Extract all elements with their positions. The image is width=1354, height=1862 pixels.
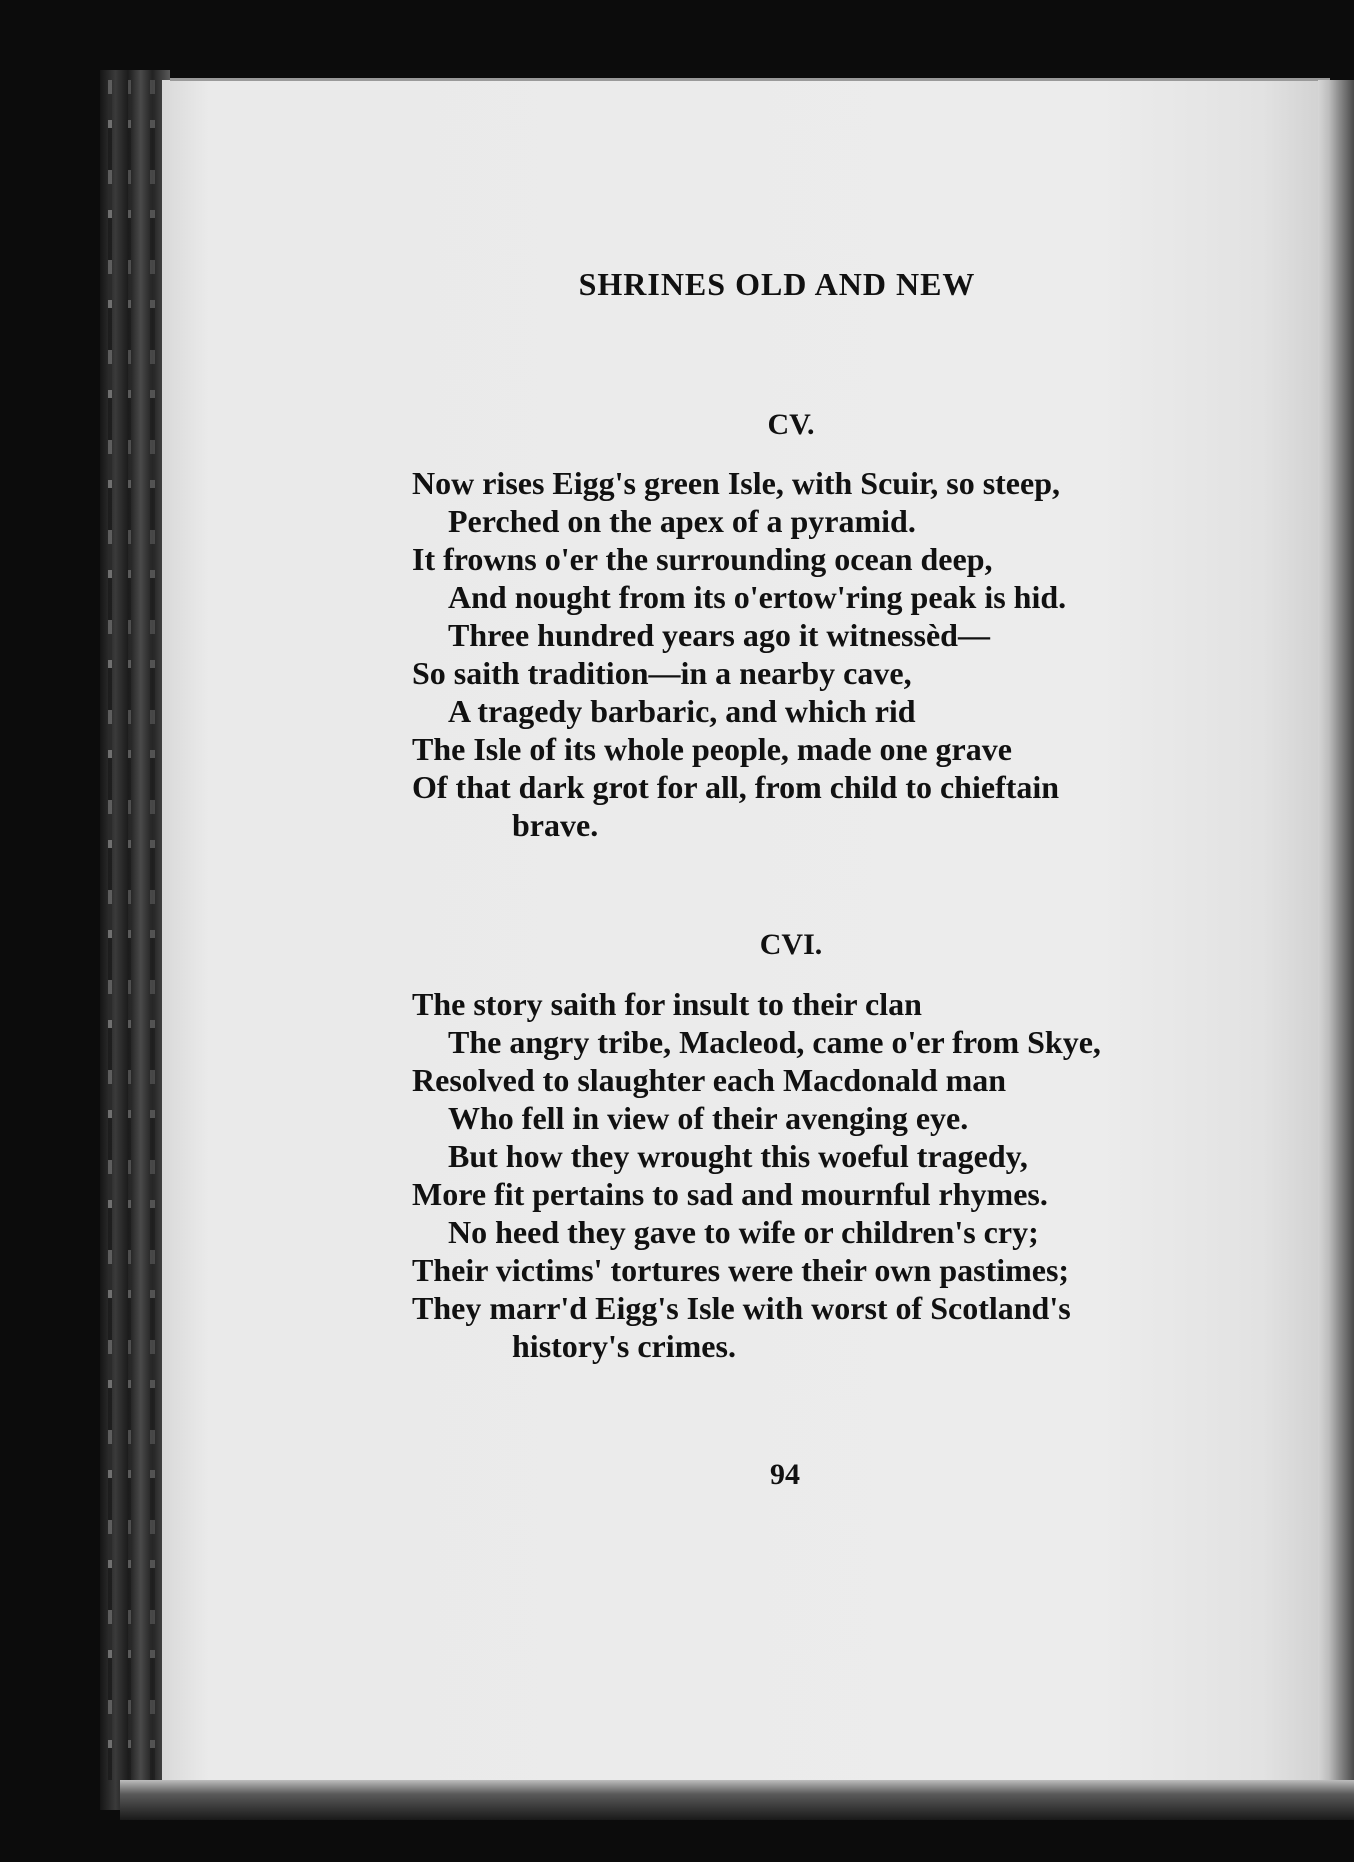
verse-line: Now rises Eigg's green Isle, with Scuir, so steep, [412,465,1060,501]
spine-texture [128,80,131,1780]
verse-line: history's crimes. [512,1328,736,1364]
verse-line: So saith tradition—in a nearby cave, [412,655,912,691]
verse-line: No heed they gave to wife or children's cry; [448,1214,1039,1250]
stanza-cvi [412,985,1101,1365]
verse-line: More fit pertains to sad and mournful rhymes. [412,1176,1048,1212]
stanza-cv [412,464,1066,844]
verse-line: They marr'd Eigg's Isle with worst of Scotland's [412,1290,1071,1326]
verse-line: Resolved to slaughter each Macdonald man [412,1062,1007,1098]
verse-line: A tragedy barbaric, and which rid [448,693,916,729]
verse-line: The Isle of its whole people, made one grave [412,731,1012,767]
verse-line: Three hundred years ago it witnessèd— [448,617,990,653]
verse-line: brave. [512,807,599,843]
stanza-number-cv: CV. [767,408,815,441]
stanza-number-cvi: CVI. [759,928,823,961]
verse-line: Their victims' tortures were their own pastimes; [412,1252,1070,1288]
verse-line: Who fell in view of their avenging eye. [448,1100,969,1136]
running-title: SHRINES OLD AND NEW [578,266,976,302]
page-bottom-edge [120,1780,1354,1820]
verse-line: And nought from its o'ertow'ring peak is hid. [448,579,1067,615]
page-right-edge [1318,80,1354,1810]
page-number: 94 [770,1458,800,1491]
verse-line: Perched on the apex of a pyramid. [448,503,916,539]
page-top-edge [170,78,1330,81]
verse-line: The angry tribe, Macleod, came o'er from Skye, [448,1024,1101,1060]
verse-line: Of that dark grot for all, from child to chieftain [412,769,1060,805]
verse-line: But how they wrought this woeful tragedy, [448,1138,1028,1174]
verse-line: It frowns o'er the surrounding ocean deep, [412,541,993,577]
verse-line: The story saith for insult to their clan [412,986,922,1022]
spine-texture [108,80,112,1780]
spine-texture [150,80,155,1780]
